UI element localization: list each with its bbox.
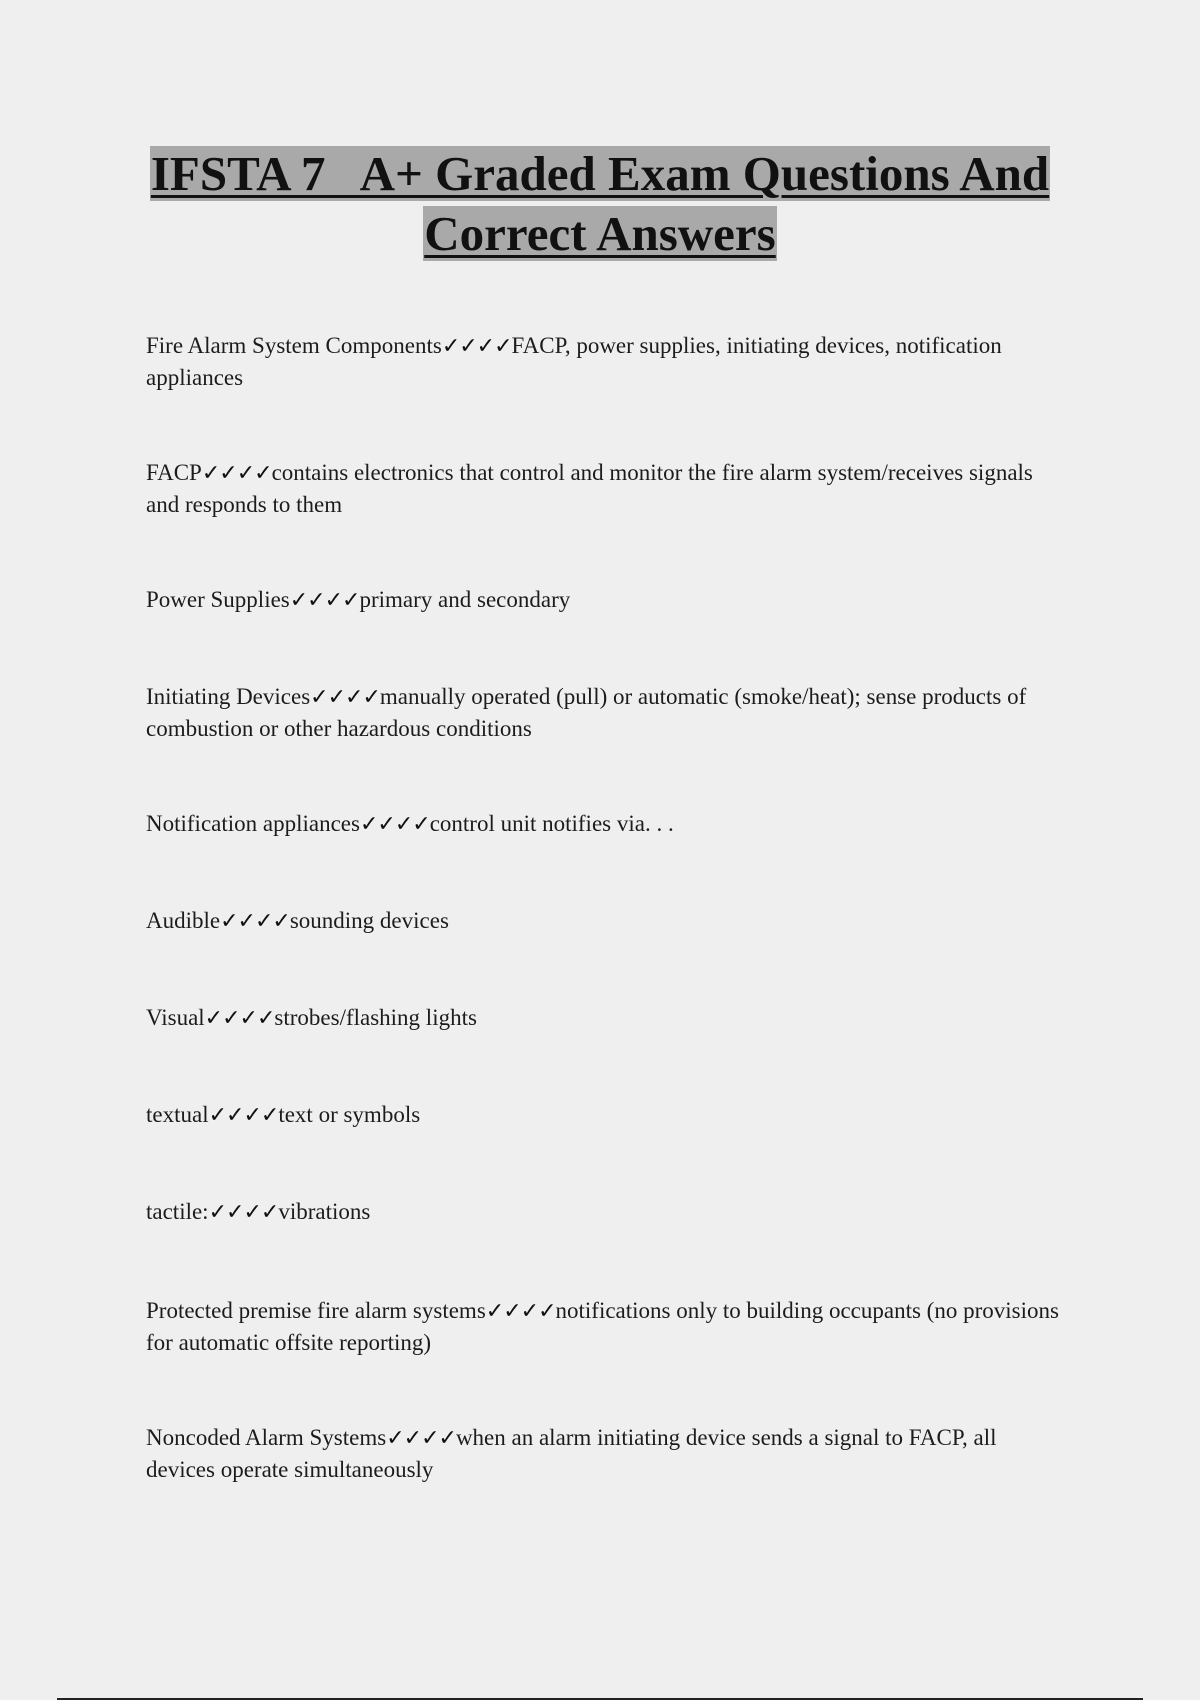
title-line-2: Correct Answers — [424, 206, 776, 261]
qa-definition: FACP, power supplies, initiating devices, notification appliances — [146, 333, 1002, 390]
qa-definition: text or symbols — [278, 1102, 421, 1127]
qa-definition: vibrations — [278, 1199, 371, 1224]
qa-definition: manually operated (pull) or automatic (smoke/heat); sense products of combustion or other hazardous conditions — [146, 684, 1027, 741]
qa-term: Initiating Devices — [146, 684, 311, 709]
checkmarks-icon: ✓✓✓✓ — [359, 812, 430, 837]
qa-definition: contains electronics that control and monitor the fire alarm system/receives signals and responds to them — [146, 460, 1033, 517]
qa-definition: notifications only to building occupants (no provisions for automatic offsite reporting) — [146, 1298, 1059, 1355]
qa-term: Fire Alarm System Components — [146, 333, 442, 358]
checkmarks-icon: ✓✓✓✓ — [220, 909, 290, 934]
qa-item — [146, 1295, 1066, 1358]
qa-item — [146, 681, 1066, 744]
qa-item — [146, 457, 1066, 520]
qa-term: Power Supplies — [146, 587, 290, 612]
checkmarks-icon: ✓✓✓✓ — [289, 588, 360, 613]
qa-definition: sounding devices — [289, 908, 449, 933]
qa-item — [146, 905, 1066, 937]
qa-term: tactile: — [146, 1199, 209, 1224]
qa-term: Noncoded Alarm Systems — [146, 1425, 387, 1450]
checkmarks-icon: ✓✓✓✓ — [208, 1103, 279, 1128]
qa-term: FACP — [146, 460, 202, 485]
checkmarks-icon: ✓✓✓✓ — [310, 685, 380, 710]
qa-definition: control unit notifies via. . . — [429, 811, 674, 836]
qa-term: Audible — [146, 908, 221, 933]
qa-item — [146, 1422, 1066, 1485]
checkmarks-icon: ✓✓✓✓ — [485, 1299, 556, 1324]
qa-term: Notification appliances — [146, 811, 360, 836]
title-line-1: IFSTA 7 A+ Graded Exam Questions And — [150, 146, 1050, 201]
checkmarks-icon: ✓✓✓✓ — [386, 1426, 456, 1451]
qa-item — [146, 584, 1066, 616]
checkmarks-icon: ✓✓✓✓ — [204, 1006, 275, 1031]
qa-item — [146, 1196, 1066, 1228]
checkmarks-icon: ✓✓✓✓ — [208, 1200, 279, 1225]
qa-term: Protected premise fire alarm systems — [146, 1298, 486, 1323]
qa-definition: primary and secondary — [359, 587, 571, 612]
qa-definition: when an alarm initiating device sends a signal to FACP, all devices operate simultaneously — [146, 1425, 997, 1482]
document-title — [0, 144, 1200, 264]
checkmarks-icon: ✓✓✓✓ — [201, 461, 272, 486]
qa-item — [146, 1002, 1066, 1034]
checkmarks-icon: ✓✓✓✓ — [441, 334, 512, 359]
qa-definition: strobes/flashing lights — [274, 1005, 477, 1030]
qa-term: textual — [146, 1102, 209, 1127]
qa-item — [146, 1099, 1066, 1131]
qa-term: Visual — [146, 1005, 205, 1030]
qa-item — [146, 330, 1066, 393]
qa-item — [146, 808, 1066, 840]
